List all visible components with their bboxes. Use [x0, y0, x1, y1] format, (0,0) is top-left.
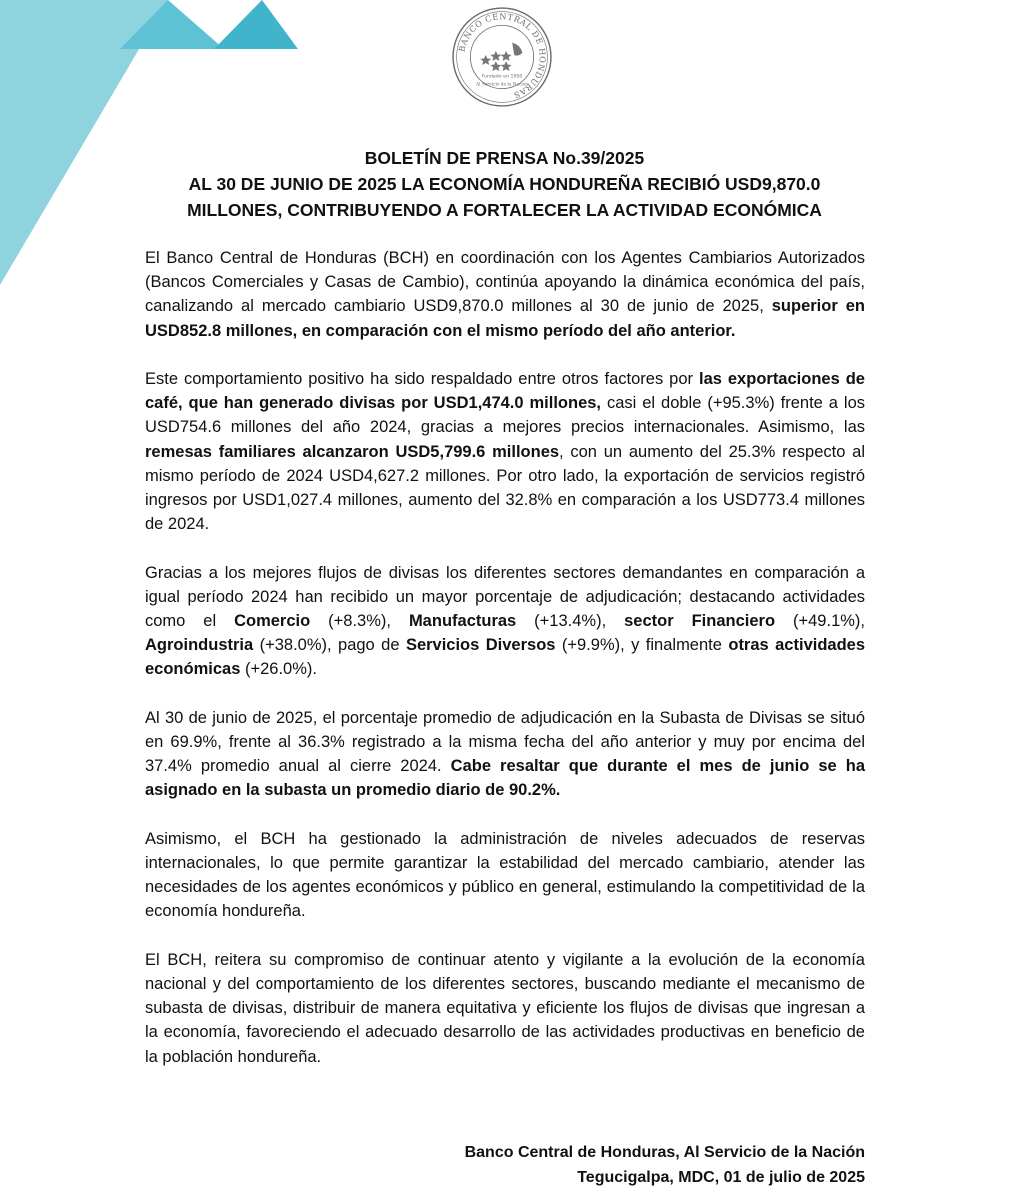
body-paragraph	[145, 246, 865, 343]
paragraph-text: El Banco Central de Honduras (BCH) en coordinación con los Agentes Cambiarios Autorizados (Bancos Comerciales y Casas de Cambio), continúa apoyando la dinámica económica del país, canalizando al mercado cambiario USD9,870.0 millones al 30 de junio de 2025,	[145, 249, 865, 316]
paragraph-bold-text: las exportaciones de café, que han generado divisas por USD1,474.0 millones,	[145, 370, 865, 413]
paragraph-text: casi el doble (+95.3%) frente a los USD754.6 millones del año 2024, gracias a mejores precios internacionales. Asimismo, las	[145, 394, 865, 437]
body-paragraph	[145, 827, 865, 924]
press-release-header	[120, 145, 889, 223]
body-paragraph	[145, 706, 865, 803]
deep-triangle-shape	[214, 0, 298, 49]
paragraph-text: Gracias a los mejores flujos de divisas los diferentes sectores demandantes en comparación a igual período 2024 han recibido un mayor porcentaje de adjudicación; destacando actividades como el	[145, 563, 865, 631]
seal-stars-icon	[480, 51, 511, 71]
paragraph-text: Al 30 de junio de 2025, el porcentaje promedio de adjudicación en la Subasta de Divisas se situó en 69.9%, frente al 36.3% registrado a la misma fecha del año anterior y muy por encima del 37.4% promedio anual al cierre 2024.	[145, 708, 865, 776]
paragraph-text: (+13.4%),	[516, 612, 625, 631]
bank-seal-logo	[451, 6, 553, 108]
paragraph-text: (+38.0%), pago de	[253, 636, 406, 655]
paragraph-bold-text: superior en USD852.8 millones, en comparación con el mismo período del año anterior.	[145, 297, 865, 340]
paragraph-bold-text: Agroindustria	[145, 636, 254, 655]
seal-founded-text: Fundado en 1950	[481, 74, 523, 80]
paragraph-text: Asimismo, el BCH ha gestionado la administración de niveles adecuados de reservas internacionales, lo que permite garantizar la estabilidad del mercado cambiario, atender las necesidades de los agentes económicos y público en general, estimulando la competitividad de la economía hondureña.	[145, 829, 865, 921]
paragraph-bold-text: Manufacturas	[408, 612, 517, 631]
headline-line-2: MILLONES, CONTRIBUYENDO A FORTALECER LA ACTIVIDAD ECONÓMICA	[187, 200, 822, 220]
paragraph-text: (+49.1%),	[775, 612, 865, 631]
body-paragraph	[145, 561, 865, 682]
body-paragraph	[145, 948, 865, 1069]
paragraph-bold-text: remesas familiares alcanzaron USD5,799.6 millones	[145, 442, 560, 461]
signature-institution: Banco Central de Honduras, Al Servicio de la Nación	[464, 1144, 865, 1161]
bulletin-number-title: BOLETÍN DE PRENSA No.39/2025	[364, 148, 645, 168]
paragraph-bold-text: Comercio	[234, 612, 311, 631]
paragraph-text: , con un aumento del 25.3% respecto al mismo período de 2024 USD4,627.2 millones. Por otro lado, la exportación de servicios registró ingresos por USD1,027.4 millones, aumento del 32.8% en comparación a los USD773.4 millones de 2024.	[145, 442, 865, 534]
body-paragraph	[145, 367, 865, 536]
paragraph-text: (+26.0%).	[240, 660, 317, 679]
headline-line-1: AL 30 DE JUNIO DE 2025 LA ECONOMÍA HONDUREÑA RECIBIÓ USD9,870.0	[188, 174, 821, 194]
signature-block	[400, 1141, 865, 1190]
paragraph-bold-text: Cabe resaltar que durante el mes de junio se ha asignado en la subasta un promedio diario de 90.2%.	[145, 757, 865, 800]
paragraph-text: El BCH, reitera su compromiso de continuar atento y vigilante a la evolución de la economía nacional y del comportamiento de los diferentes sectores, buscando mediante el mecanismo de subasta de divisas, distribuir de manera equitativa y eficiente los flujos de divisas que ingresan a la economía, favoreciendo el adecuado desarrollo de las actividades productivas en beneficio de la población hondureña.	[145, 950, 865, 1066]
paragraph-bold-text: otras actividades económicas	[145, 636, 866, 679]
seal-motto-text: Al Servicio de la Nación	[476, 82, 528, 88]
paragraph-bold-text: Servicios Diversos	[405, 636, 556, 655]
paragraph-text: Este comportamiento positivo ha sido respaldado entre otros factores por	[145, 370, 699, 388]
paragraph-text: (+9.9%), y finalmente	[555, 636, 729, 655]
press-release-body	[145, 246, 865, 1093]
signature-place-date: Tegucigalpa, MDC, 01 de julio de 2025	[577, 1168, 865, 1186]
paragraph-text: (+8.3%),	[310, 612, 409, 631]
paragraph-bold-text: sector Financiero	[624, 612, 776, 631]
seal-ring-text: BANCO CENTRAL DE HONDURAS	[456, 11, 548, 101]
seal-map-icon	[512, 43, 522, 56]
